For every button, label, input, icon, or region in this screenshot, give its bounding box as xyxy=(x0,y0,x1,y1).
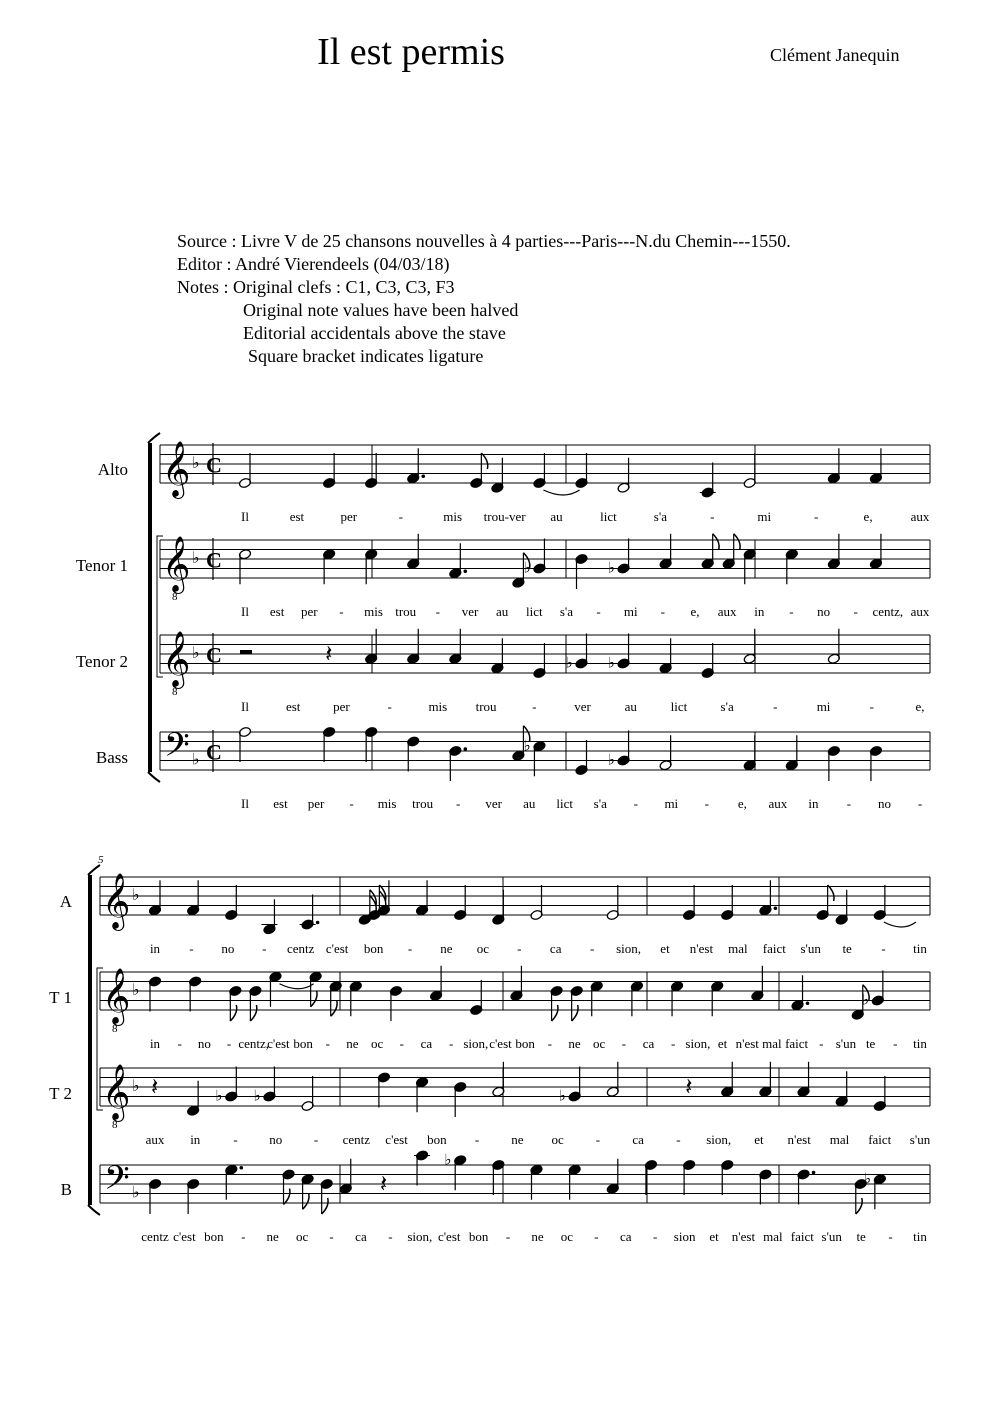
lyric-syllable: est xyxy=(273,796,288,811)
lyric-syllable: per xyxy=(333,699,350,714)
lyric-syllable: - xyxy=(325,1036,330,1051)
lyric-syllable: c'est xyxy=(489,1036,512,1051)
part-abbr-tenor-2: T 2 xyxy=(49,1084,72,1103)
tie xyxy=(279,984,313,989)
part-name-alto: Alto xyxy=(97,460,128,479)
lyric-syllable: ca xyxy=(642,1036,655,1051)
lyric-syllable: c'est xyxy=(267,1036,290,1051)
accidental-flat: ♭ xyxy=(607,750,615,769)
lyric-syllable: aux xyxy=(910,509,930,524)
note-flag xyxy=(331,1000,337,1016)
key-signature-flat: ♭ xyxy=(132,1076,140,1095)
lyric-syllable: aux xyxy=(717,604,737,619)
treble-clef: 𝄞 xyxy=(102,872,131,929)
part-name-tenor-1: Tenor 1 xyxy=(75,556,128,575)
accidental-flat: ♭ xyxy=(863,1169,871,1188)
lyric-syllable: - xyxy=(448,1036,454,1051)
quarter-rest: 𝄽 xyxy=(379,1169,388,1198)
lyric-syllable: - xyxy=(676,1132,681,1147)
lyric-syllable: mis xyxy=(443,509,463,524)
lyric-syllable: centz, xyxy=(238,1036,270,1051)
lyric-syllable: mal xyxy=(829,1132,850,1147)
lyric-syllable: ca xyxy=(549,941,562,956)
lyric-syllable: per xyxy=(307,796,325,811)
lyric-syllable: faict xyxy=(868,1132,892,1147)
lyric-syllable: ne xyxy=(266,1229,279,1244)
bracket-bottom xyxy=(88,1205,100,1215)
lyric-syllable: - xyxy=(517,941,522,956)
lyric-syllable: ver xyxy=(485,796,502,811)
lyric-syllable: - xyxy=(671,1036,676,1051)
lyric-syllable: - xyxy=(339,604,344,619)
lyric-syllable: in xyxy=(149,1036,161,1051)
lyric-syllable: mal xyxy=(728,941,748,956)
lyric-syllable: - xyxy=(869,699,874,714)
lyric-syllable: - xyxy=(388,1229,393,1244)
lyric-syllable: bon xyxy=(293,1036,313,1051)
bracket-bottom xyxy=(148,772,160,782)
treble-clef: 𝄞 xyxy=(102,967,131,1024)
lyric-syllable: - xyxy=(819,1036,824,1051)
lyric-syllable: oc xyxy=(560,1229,574,1244)
lyric-syllable: sion xyxy=(673,1229,696,1244)
lyric-syllable: - xyxy=(704,796,709,811)
lyric-syllable: - xyxy=(532,699,537,714)
lyric-syllable: est xyxy=(269,604,285,619)
note-flag xyxy=(856,1198,862,1214)
lyric-syllable: tin xyxy=(913,941,927,956)
lyric-syllable: s'un xyxy=(821,1229,842,1244)
lyric-syllable: est xyxy=(285,699,301,714)
note-flag xyxy=(311,991,317,1007)
lyric-syllable: mi xyxy=(757,509,772,524)
page-title: Il est permis xyxy=(317,31,505,73)
lyric-syllable: s'a xyxy=(559,604,574,619)
lyric-syllable: no xyxy=(877,796,891,811)
lyric-syllable: - xyxy=(595,1132,601,1147)
part-name-tenor-2: Tenor 2 xyxy=(75,652,128,671)
lyric-syllable: c'est xyxy=(385,1132,408,1147)
lyric-syllable: s'un xyxy=(909,1132,931,1147)
lyric-syllable: Il xyxy=(241,699,249,714)
lyric-syllable: oc xyxy=(551,1132,564,1147)
notes-line: Notes : Original clefs : C1, C3, C3, F3 xyxy=(177,277,455,297)
lyric-syllable: - xyxy=(594,1229,599,1244)
lyric-syllable: - xyxy=(329,1229,334,1244)
lyric-syllable: c'est xyxy=(437,1229,461,1244)
lyric-syllable: lict xyxy=(670,699,688,714)
octave-eight: 8 xyxy=(172,685,178,698)
lyric-syllable: ne xyxy=(511,1132,524,1147)
lyric-syllable: s'a xyxy=(593,796,607,811)
octave-eight: 8 xyxy=(172,590,178,603)
lyric-syllable: - xyxy=(547,1036,552,1051)
augmentation-dot xyxy=(812,1171,816,1175)
lyric-syllable: in xyxy=(808,796,819,811)
key-signature-flat: ♭ xyxy=(132,1182,140,1202)
lyric-syllable: e, xyxy=(863,509,873,524)
quarter-rest: 𝄽 xyxy=(685,1072,693,1101)
lyric-syllable: centz xyxy=(286,941,315,956)
bracket-top xyxy=(148,433,160,443)
lyric-syllable: - xyxy=(881,941,886,956)
lyric-syllable: lict xyxy=(556,796,574,811)
key-signature-flat: ♭ xyxy=(132,980,140,999)
lyric-syllable: - xyxy=(789,604,794,619)
lyric-syllable: - xyxy=(653,1229,658,1244)
lyric-syllable: oc xyxy=(295,1229,309,1244)
accidental-flat: ♭ xyxy=(607,558,615,577)
lyric-syllable: oc xyxy=(593,1036,606,1051)
lyric-syllable: est xyxy=(289,509,305,524)
half-rest xyxy=(240,650,252,654)
lyric-syllable: - xyxy=(241,1229,246,1244)
lyric-syllable: lict xyxy=(600,509,617,524)
augmentation-dot xyxy=(464,569,468,573)
bracket-top xyxy=(88,865,100,875)
part-abbr-alto: A xyxy=(59,892,72,911)
accidental-flat: ♭ xyxy=(253,1086,261,1105)
lyric-syllable: ca xyxy=(355,1229,367,1244)
lyric-syllable: - xyxy=(349,796,354,811)
lyric-syllable: n'est xyxy=(787,1132,811,1147)
lyric-syllable: faict xyxy=(790,1229,814,1244)
lyric-syllable: te xyxy=(842,941,852,956)
lyric-syllable: s'a xyxy=(720,699,734,714)
lyric-syllable: - xyxy=(917,796,923,811)
lyric-syllable: - xyxy=(387,699,392,714)
lyric-syllable: bon xyxy=(204,1229,224,1244)
lyric-syllable: bon xyxy=(515,1036,535,1051)
lyric-syllable: - xyxy=(813,509,819,524)
lyric-syllable: - xyxy=(846,796,852,811)
lyric-syllable: Il xyxy=(241,509,249,524)
note-flag xyxy=(713,534,719,550)
accidental-flat: ♭ xyxy=(215,1086,223,1105)
lyric-syllable: - xyxy=(398,509,403,524)
lyric-syllable: centz, xyxy=(872,604,904,619)
lyric-syllable: ca xyxy=(632,1132,644,1147)
lyric-syllable: mal xyxy=(763,1229,783,1244)
lyric-syllable: sion, xyxy=(616,941,642,956)
lyric-syllable: no xyxy=(817,604,831,619)
lyric-syllable: - xyxy=(313,1132,319,1147)
lyric-syllable: au xyxy=(496,604,509,619)
bass-clef: 𝄢 xyxy=(164,726,190,773)
treble-clef: 𝄞 xyxy=(162,535,191,592)
note-flag xyxy=(572,1005,578,1021)
note-flag xyxy=(481,453,487,469)
accidentals-line: Editorial accidentals above the stave xyxy=(243,323,506,343)
lyric-syllable: sion, xyxy=(407,1229,433,1244)
note-values-line: Original note values have been halved xyxy=(243,300,519,320)
lyric-syllable: Il xyxy=(241,604,249,619)
source-line: Source : Livre V de 25 chansons nouvelles à 4 parties---Paris---N.du Chemin---1550. xyxy=(177,231,791,251)
part-name-bass: Bass xyxy=(95,748,128,767)
part-abbr-bass: B xyxy=(60,1180,72,1199)
lyric-syllable: - xyxy=(596,604,601,619)
lyric-syllable: mis xyxy=(377,796,397,811)
lyric-syllable: bon xyxy=(363,941,384,956)
lyric-syllable: c'est xyxy=(325,941,349,956)
lyric-syllable: n'est xyxy=(735,1036,759,1051)
lyric-syllable: ne xyxy=(568,1036,581,1051)
note-flag xyxy=(284,1189,290,1205)
note-flag xyxy=(303,1193,309,1209)
lyric-syllable: mis xyxy=(364,604,383,619)
lyric-syllable: faict xyxy=(785,1036,809,1051)
lyric-syllable: in xyxy=(190,1132,201,1147)
lyric-syllable: e, xyxy=(915,699,925,714)
augmentation-dot xyxy=(240,1166,244,1170)
lyric-syllable: - xyxy=(233,1132,238,1147)
accidental-flat: ♭ xyxy=(607,653,615,672)
lyric-syllable: in xyxy=(754,604,765,619)
lyric-syllable: n'est xyxy=(731,1229,756,1244)
composer-name: Clément Janequin xyxy=(770,45,900,65)
lyric-syllable: trou xyxy=(412,796,434,811)
lyric-syllable: trou xyxy=(475,699,497,714)
lyric-syllable: n'est xyxy=(689,941,714,956)
note-flag xyxy=(250,1005,256,1021)
lyric-syllable: bon xyxy=(468,1229,489,1244)
tie xyxy=(543,490,579,495)
augmentation-dot xyxy=(806,1001,810,1005)
lyric-syllable: te xyxy=(856,1229,866,1244)
key-signature-flat: ♭ xyxy=(192,643,200,662)
octave-eight: 8 xyxy=(112,1118,118,1131)
lyric-syllable: - xyxy=(660,604,666,619)
accidental-flat: ♭ xyxy=(523,558,531,577)
key-signature-flat: ♭ xyxy=(192,453,200,472)
lyric-syllable: - xyxy=(633,796,638,811)
augmentation-dot xyxy=(774,906,778,910)
lyric-syllable: lict xyxy=(525,604,543,619)
lyric-syllable: ver xyxy=(574,699,591,714)
note-flag xyxy=(552,1005,558,1021)
lyric-syllable: - xyxy=(893,1036,898,1051)
bass-clef: 𝄢 xyxy=(104,1159,130,1206)
time-signature: C xyxy=(206,547,222,573)
lyric-syllable: - xyxy=(226,1036,232,1051)
lyric-syllable: - xyxy=(435,604,441,619)
lyric-syllable: mi xyxy=(816,699,831,714)
lyric-syllable: mal xyxy=(762,1036,782,1051)
lyric-syllable: - xyxy=(189,941,194,956)
lyric-syllable: - xyxy=(505,1229,511,1244)
lyric-syllable: faict xyxy=(762,941,786,956)
key-signature-flat: ♭ xyxy=(192,749,200,769)
lyric-syllable: aux xyxy=(145,1132,165,1147)
lyric-syllable: Il xyxy=(241,796,249,811)
treble-clef: 𝄞 xyxy=(162,630,191,687)
lyric-syllable: et xyxy=(754,1132,764,1147)
lyric-syllable: - xyxy=(399,1036,404,1051)
lyric-syllable: et xyxy=(709,1229,719,1244)
lyric-syllable: aux xyxy=(768,796,788,811)
augmentation-dot xyxy=(421,474,425,478)
treble-clef: 𝄞 xyxy=(162,440,191,497)
note-flag xyxy=(828,885,834,901)
augmentation-dot xyxy=(316,921,320,925)
time-signature: C xyxy=(206,642,222,668)
accidental-flat: ♭ xyxy=(444,1150,452,1169)
time-signature: C xyxy=(206,452,222,478)
lyric-syllable: no xyxy=(221,941,235,956)
lyric-syllable: ver xyxy=(461,604,479,619)
lyric-syllable: oc xyxy=(370,1036,384,1051)
lyric-syllable: oc xyxy=(476,941,489,956)
lyric-syllable: sion, xyxy=(463,1036,489,1051)
lyric-syllable: - xyxy=(589,941,595,956)
lyric-syllable: - xyxy=(710,509,715,524)
treble-clef: 𝄞 xyxy=(102,1063,131,1120)
lyric-syllable: no xyxy=(197,1036,211,1051)
lyric-syllable: ca xyxy=(420,1036,433,1051)
ligature-line: Square bracket indicates ligature xyxy=(248,346,484,366)
lyric-syllable: centz xyxy=(342,1132,371,1147)
lyric-syllable: au xyxy=(550,509,563,524)
lyric-syllable: - xyxy=(773,699,778,714)
lyric-syllable: sion, xyxy=(706,1132,732,1147)
lyric-syllable: s'un xyxy=(835,1036,857,1051)
lyric-syllable: sion, xyxy=(685,1036,711,1051)
accidental-flat: ♭ xyxy=(558,1086,566,1105)
lyric-syllable: s'un xyxy=(800,941,821,956)
measure-number: 5 xyxy=(98,854,104,866)
lyric-syllable: mi xyxy=(623,604,638,619)
octave-eight: 8 xyxy=(112,1022,118,1035)
lyric-syllable: au xyxy=(523,796,536,811)
quarter-rest: 𝄽 xyxy=(151,1072,159,1101)
lyric-syllable: ca xyxy=(619,1229,632,1244)
lyric-syllable: per xyxy=(340,509,358,524)
lyric-syllable: s'a xyxy=(653,509,667,524)
tie xyxy=(884,922,916,927)
lyric-syllable: - xyxy=(888,1229,893,1244)
lyric-syllable: - xyxy=(262,941,267,956)
key-signature-flat: ♭ xyxy=(132,885,140,904)
lyric-syllable: - xyxy=(455,796,461,811)
lyric-syllable: mis xyxy=(428,699,448,714)
lyric-syllable: - xyxy=(621,1036,627,1051)
lyric-syllable: te xyxy=(865,1036,876,1051)
quarter-rest: 𝄽 xyxy=(325,639,333,668)
lyric-syllable: ne xyxy=(346,1036,359,1051)
lyric-syllable: tin xyxy=(913,1229,927,1244)
lyric-syllable: - xyxy=(474,1132,480,1147)
lyric-syllable: ne xyxy=(531,1229,544,1244)
accidental-flat: ♭ xyxy=(565,653,573,672)
key-signature-flat: ♭ xyxy=(192,548,200,567)
lyric-syllable: et xyxy=(717,1036,728,1051)
lyric-syllable: - xyxy=(407,941,413,956)
augmentation-dot xyxy=(464,747,468,751)
time-signature: C xyxy=(206,739,222,765)
lyric-syllable: per xyxy=(300,604,318,619)
lyric-syllable: ne xyxy=(440,941,453,956)
lyric-syllable: no xyxy=(269,1132,283,1147)
lyric-syllable: - xyxy=(177,1036,182,1051)
note-flag xyxy=(734,534,740,550)
lyric-syllable: trou xyxy=(395,604,417,619)
accidental-flat: ♭ xyxy=(861,990,869,1009)
lyric-syllable: aux xyxy=(910,604,930,619)
lyric-syllable: e, xyxy=(737,796,747,811)
lyric-syllable: bon xyxy=(427,1132,447,1147)
part-abbr-tenor-1: T 1 xyxy=(49,988,72,1007)
lyric-syllable: au xyxy=(624,699,637,714)
lyric-syllable: centz xyxy=(141,1229,169,1244)
lyric-syllable: in xyxy=(149,941,161,956)
note-flag xyxy=(230,1005,236,1021)
editor-line: Editor : André Vierendeels (04/03/18) xyxy=(177,254,450,274)
lyric-syllable: e, xyxy=(690,604,700,619)
accidental-flat: ♭ xyxy=(523,736,531,755)
lyric-syllable: trou-ver xyxy=(483,509,526,524)
lyric-syllable: et xyxy=(660,941,670,956)
lyric-syllable: - xyxy=(853,604,858,619)
lyric-syllable: mi xyxy=(664,796,679,811)
lyric-syllable: c'est xyxy=(173,1229,196,1244)
note-flag xyxy=(322,1198,328,1214)
lyric-syllable: tin xyxy=(913,1036,927,1051)
